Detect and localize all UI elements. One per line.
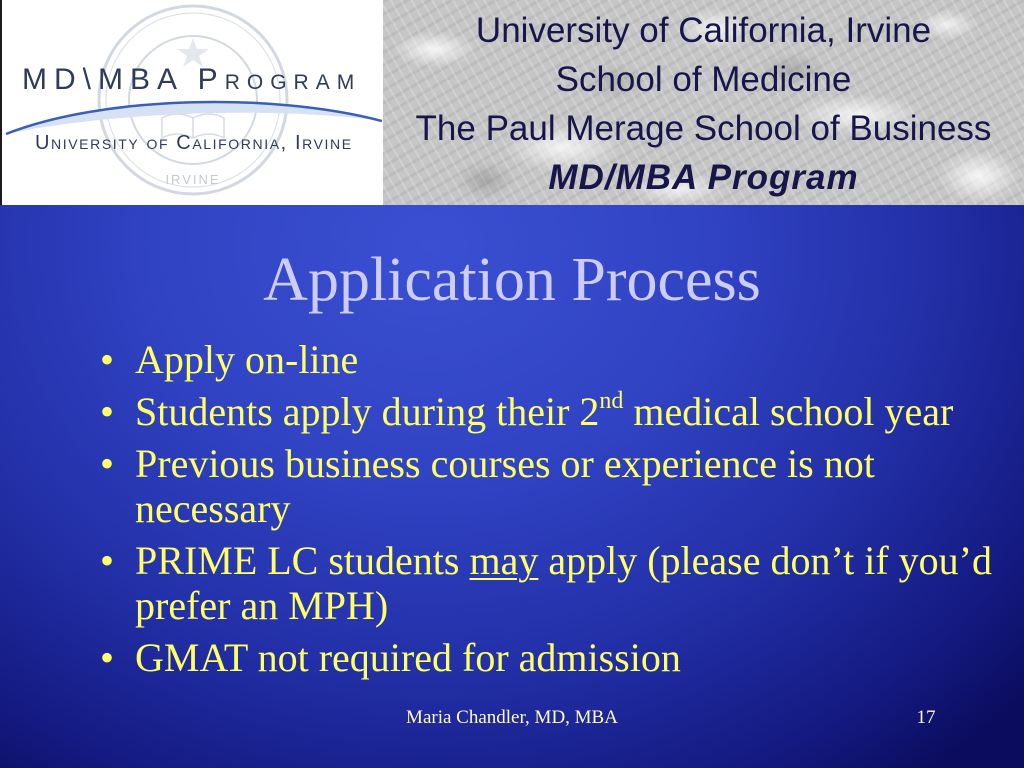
bullet-text-part: medical school year — [623, 389, 954, 434]
bullet-marker: • — [100, 538, 115, 583]
footer-author: Maria Chandler, MD, MBA — [406, 707, 618, 728]
logo-university-name: University of California, Irvine — [35, 132, 353, 154]
bullet-item — [100, 389, 1010, 434]
bullet-text — [135, 389, 1010, 434]
seal-outer-ring — [99, 6, 287, 194]
emphasized-word: may — [469, 538, 539, 583]
bullet-item — [100, 441, 1010, 531]
marble-banner — [383, 0, 1024, 205]
bullet-text: Apply on-line — [135, 337, 359, 382]
bullet-text-part: PRIME LC students — [135, 538, 470, 583]
bullet-marker: • — [100, 337, 115, 382]
bullet-text — [135, 538, 1010, 628]
bullet-marker: • — [100, 389, 115, 434]
bullet-item — [100, 337, 1010, 382]
bullet-list — [100, 337, 1010, 687]
banner-business-school: The Paul Merage School of Business — [415, 109, 992, 148]
banner-university: University of California, Irvine — [475, 11, 932, 50]
slide-title: Application Process — [263, 246, 761, 314]
slide-number: 17 — [916, 707, 936, 728]
university-seal-icon — [2, 0, 383, 205]
slide-header — [0, 0, 1024, 205]
logo-program-name: MD\MBA Program — [22, 63, 362, 96]
bullet-text-part: Students apply during their 2 — [135, 389, 600, 434]
banner-school-of-medicine: School of Medicine — [555, 60, 852, 99]
bullet-item — [100, 538, 1010, 628]
seal-text: IRVINE — [165, 172, 221, 187]
program-logo — [0, 0, 383, 205]
bullet-marker: • — [100, 635, 115, 680]
bullet-text: Previous business courses or experience is not necessary — [135, 441, 875, 531]
banner-program: MD/MBA Program — [548, 158, 859, 197]
bullet-item — [100, 635, 1010, 680]
bullet-text: GMAT not required for admission — [135, 635, 681, 680]
bullet-text-part: apply (please don’t if you’d prefer an MPH) — [135, 538, 992, 628]
bullet-marker: • — [100, 441, 115, 486]
ordinal-superscript: nd — [599, 387, 624, 414]
